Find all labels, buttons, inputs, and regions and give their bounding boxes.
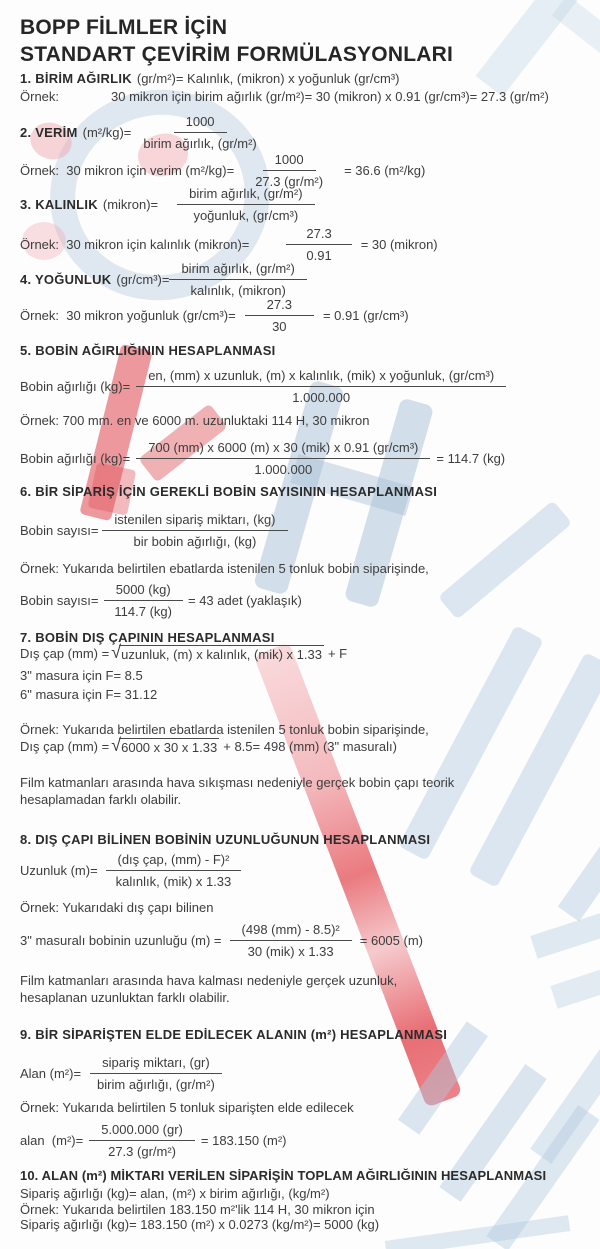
fraction-denominator: 114.7 (kg) [114,604,172,619]
example-result: = 6005 (m) [359,933,423,948]
fraction-denominator: kalınlık, (mikron) [190,283,286,298]
fraction-numerator: 27.3 [286,226,351,245]
example-result: = 43 adet (yaklaşık) [187,593,302,608]
section-7-example-text: Örnek: Yukarıda belirtilen ebatlarda istenilen 5 tonluk bobin siparişinde, [20,722,429,737]
section-7-note-line2: hesaplamadan farklı olabilir. [20,792,182,807]
section-8-formula [20,852,243,889]
section-6-heading: 6. BİR SİPARİŞ İÇİN GEREKLİ BOBİN SAYISININ HESAPLANMASI [20,484,438,499]
fraction-denominator: 0.91 [306,248,332,263]
section-2-example [20,152,425,189]
fraction-denominator: kalınlık, (mik) x 1.33 [115,874,232,889]
section-8-note-line1: Film katmanları arasında hava kalması nedeniyle gerçek uzunluk, [20,973,398,988]
section-4-example [20,297,409,334]
fraction-numerator: en, (mm) x uzunluk, (m) x kalınlık, (mik) x yoğunluk, (gr/cm³) [136,368,506,387]
fraction-numerator: 1000 [174,114,227,133]
section-7-formula [20,642,348,662]
section-5-example [20,440,505,477]
section-7-f-value-6inch: 6" masura için F= 31.12 [20,687,158,702]
fraction-denominator: yoğunluk, (gr/cm³) [193,208,299,223]
fraction-denominator: 30 (mik) x 1.33 [247,944,334,959]
section-3-example [20,226,438,263]
fraction [85,1055,227,1092]
fraction [177,186,314,223]
section-7-heading: 7. BOBİN DIŞ ÇAPININ HESAPLANMASI [20,630,275,645]
section-10-formula: Sipariş ağırlığı (kg)= alan, (m²) x birim ağırlığı, (kg/m²) [20,1186,330,1201]
page-title-line2: STANDART ÇEVİRİM FORMÜLASYONLARI [20,43,453,66]
section-8-example-text: Örnek: Yukarıdaki dış çapı bilinen [20,900,214,915]
fraction-numerator: 1000 [263,152,316,171]
fraction-numerator: 27.3 [245,297,314,316]
section-1-formula-text: (gr/m²)= Kalınlık, (mikron) x yoğunluk (gr/cm³) [136,71,400,86]
section-5-formula [20,368,506,405]
section-8-heading: 8. DIŞ ÇAPI BİLİNEN BOBİNİN UZUNLUĞUNUN HESAPLANMASI [20,832,431,847]
fraction-numerator: (498 (mm) - 8.5)² [230,922,352,941]
square-root [111,735,219,755]
section-3-units: (mikron)= [102,197,159,212]
section-9-formula [20,1055,227,1092]
fraction [245,297,314,334]
example-label: Örnek: [20,89,60,104]
section-7-f-value-3inch: 3" masura için F= 8.5 [20,668,143,683]
fraction [136,368,506,405]
section-8-note-line2: hesaplanan uzunluktan farklı olabilir. [20,990,230,1005]
section-2-formula [20,114,269,151]
section-8-example [20,922,423,959]
fraction [243,152,335,189]
section-10-heading: 10. ALAN (m²) MİKTARI VERİLEN SİPARİŞİN TOPLAM AĞIRLIĞININ HESAPLANMASI [20,1168,547,1183]
section-7-example [20,735,397,755]
example-label: Örnek: 30 mikron yoğunluk (gr/cm³)= [20,308,236,323]
example-result: = 114.7 (kg) [436,451,506,466]
example-result: = 183.150 (m²) [200,1133,287,1148]
example-result: = 30 (mikron) [360,237,438,252]
section-5-example-text: Örnek: 700 mm. en ve 6000 m. uzunluktaki 114 H, 30 mikron [20,413,370,428]
section-3-number-title: 3. KALINLIK [20,197,98,212]
radical-sign: √ [111,642,122,662]
section-6-example [20,582,302,619]
radical-sign: √ [111,735,122,755]
section-10-example-text: Örnek: Yukarıda belirtilen 183.150 m²'lik 114 H, 30 mikron için [20,1202,375,1217]
section-1-heading [20,71,399,86]
section-5-heading: 5. BOBİN AĞIRLIĞININ HESAPLANMASI [20,343,276,358]
section-9-example [20,1122,287,1159]
section-4-units: (gr/cm³)= [116,272,170,287]
section-10-example-result: Sipariş ağırlığı (kg)= 183.150 (m²) x 0.0273 (kg/m²)= 5000 (kg) [20,1217,380,1232]
section-3-formula [20,186,315,223]
section-9-heading: 9. BİR SİPARİŞTEN ELDE EDİLECEK ALANIN (m²) HESAPLANMASI [20,1027,448,1042]
example-result: = 0.91 (gr/cm³) [322,308,409,323]
fraction [136,440,430,477]
section-1-example [20,89,549,104]
fraction-numerator: 700 (mm) x 6000 (m) x 30 (mik) x 0.91 (gr/cm³) [136,440,430,459]
fraction [169,261,306,298]
page-title-line1: BOPP FİLMLER İÇİN [20,16,228,39]
fraction [131,114,268,151]
fraction [102,582,184,619]
section-4-number-title: 4. YOĞUNLUK [20,272,112,287]
example-result: = 36.6 (m²/kg) [344,163,426,178]
fraction-numerator: sipariş miktarı, (gr) [90,1055,222,1074]
section-6-example-text: Örnek: Yukarıda belirtilen ebatlarda istenilen 5 tonluk bobin siparişinde, [20,561,429,576]
section-9-example-text: Örnek: Yukarıda belirtilen 5 tonluk siparişten elde edilecek [20,1100,354,1115]
fraction-denominator: 1.000.000 [292,390,351,405]
formula-label: Alan (m²)= [20,1066,82,1081]
section-1-number-title: 1. BİRİM AĞIRLIK [20,71,132,86]
formula-label: Uzunluk (m)= [20,863,98,878]
example-label: 3" masuralı bobinin uzunluğu (m) = [20,933,222,948]
page-title [20,14,453,68]
section-4-formula [20,261,307,298]
example-label: Örnek: 30 mikron için verim (m²/kg)= [20,163,235,178]
formula-label: Bobin sayısı= [20,523,99,538]
fraction-denominator: 30 [272,319,287,334]
fraction [102,512,287,549]
formula-label: Bobin ağırlığı (kg)= [20,379,131,394]
section-6-formula [20,512,288,549]
example-prefix: Dış çap (mm) = [20,739,110,754]
fraction-denominator: 27.3 (gr/m²) [108,1144,176,1159]
section-2-number-title: 2. VERİM [20,125,78,140]
fraction-numerator: istenilen sipariş miktarı, (kg) [102,512,287,531]
square-root [111,642,324,662]
fraction-numerator: 5000 (kg) [104,582,183,601]
formula-suffix: + F [327,646,348,661]
fraction [89,1122,195,1159]
example-label: alan (m²)= [20,1133,84,1148]
fraction-numerator: 5.000.000 (gr) [89,1122,195,1141]
fraction-numerator: birim ağırlık, (gr/m²) [177,186,314,205]
fraction [104,852,244,889]
example-label: Bobin ağırlığı (kg)= [20,451,131,466]
fraction-numerator: birim ağırlık, (gr/m²) [169,261,306,280]
example-label: Bobin sayısı= [20,593,99,608]
fraction [230,922,352,959]
fraction-denominator: 27.3 (gr/m²) [255,174,324,189]
fraction-numerator: (dış çap, (mm) - F)² [106,852,242,871]
fraction-denominator: birim ağırlık, (gr/m²) [143,136,257,151]
section-7-note-line1: Film katmanları arasında hava sıkışması nedeniyle gerçek bobin çapı teorik [20,775,455,790]
fraction-denominator: birim ağırlığı, (gr/m²) [97,1077,215,1092]
fraction-denominator: 1.000.000 [254,462,313,477]
example-text: 30 mikron için birim ağırlık (gr/m²)= 30 (mikron) x 0.91 (gr/cm³)= 27.3 (gr/m²) [111,89,549,104]
formula-prefix: Dış çap (mm) = [20,646,110,661]
fraction [286,226,351,263]
section-2-units: (m²/kg)= [82,125,132,140]
example-label: Örnek: 30 mikron için kalınlık (mikron)= [20,237,250,252]
fraction-denominator: bir bobin ağırlığı, (kg) [133,534,257,549]
radicand: 6000 x 30 x 1.33 [121,740,218,755]
radicand: uzunluk, (m) x kalınlık, (mik) x 1.33 [121,647,322,662]
example-suffix: + 8.5= 498 (mm) (3" masuralı) [223,739,397,754]
